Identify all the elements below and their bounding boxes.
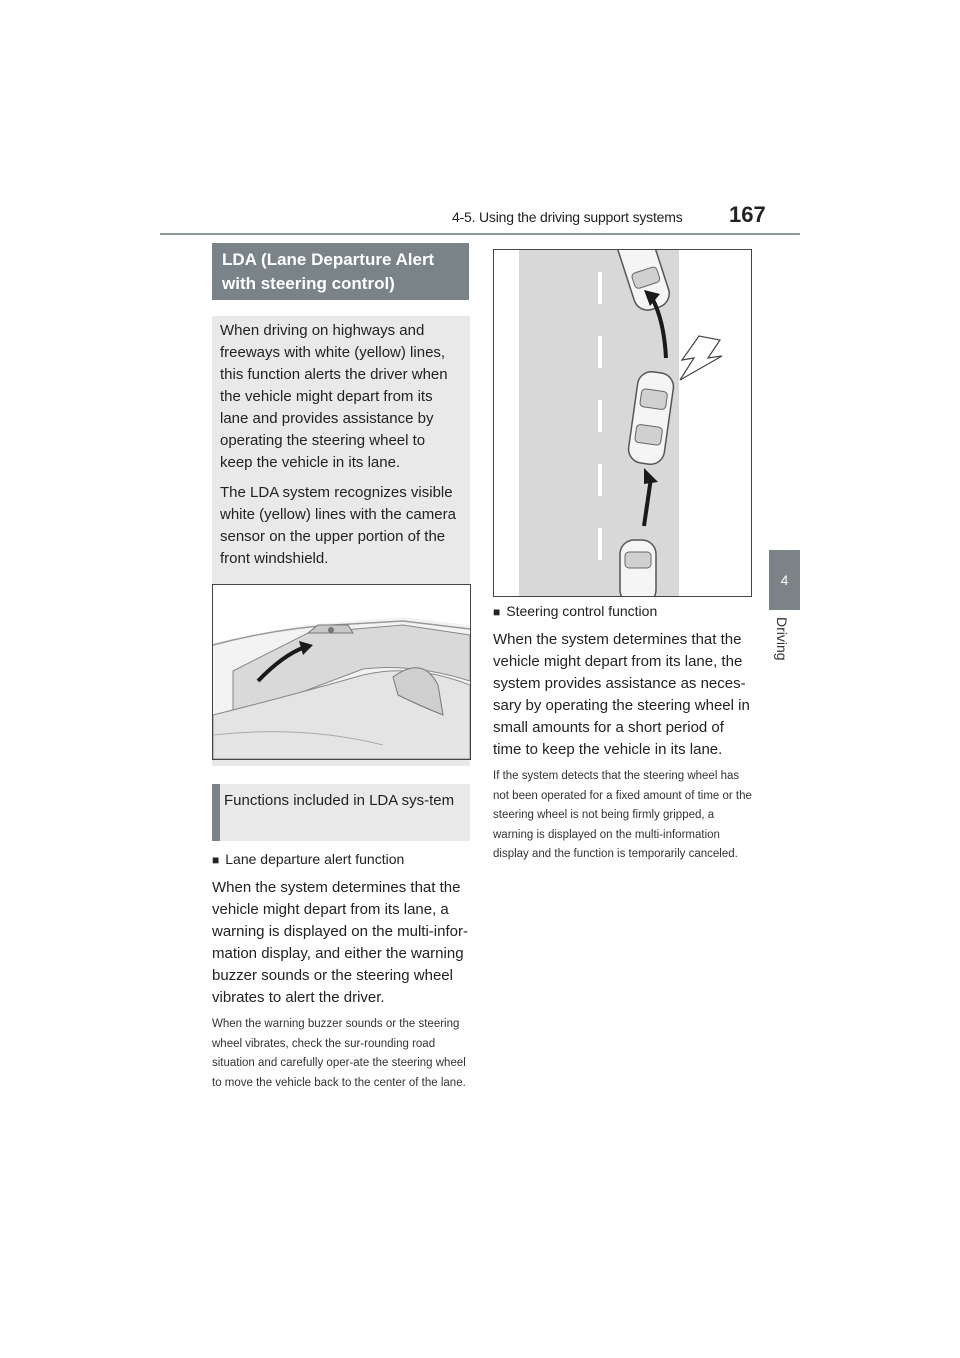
bullet-square-icon: ■ [493,605,501,619]
lane-departure-body: When the system determines that the vehicle might depart from its lane, a warning is displayed on the multi-infor-mation display, and either the warning buzzer sounds or the steering wheel vibrates to alert the driver. [212,879,468,1006]
functions-heading: Functions included in LDA sys-tem [212,784,470,841]
steering-control-note: If the system detects that the steering wheel has not been operated for a fixed amount of time or the steering wheel is not being firmly gripped, a warning is displayed on the multi-information display and the function is temporarily canceled. [493,770,752,860]
road-drawing [494,250,751,596]
lane-departure-note: When the warning buzzer sounds or the steering wheel vibrates, check the sur-rounding road situation and carefully oper-ate the steering wheel to move the vehicle back to the center of the lane. [212,1018,466,1089]
car-interior-drawing [213,585,470,759]
bullet-square-icon: ■ [212,853,220,867]
section-title: 4-5. Using the driving support systems [452,209,683,225]
page-number: 167 [729,202,766,227]
intro-paragraph-2: The LDA system recognizes visible white (yellow) lines with the camera sensor on the upper portion of the front windshield. [220,484,456,567]
car-bottom-icon [620,540,656,596]
header-rule [160,233,800,235]
steering-control-title: Steering control function [506,603,658,619]
lane-departure-subheading [212,851,404,867]
steering-control-body: When the system determines that the vehicle might depart from its lane, the system provides assistance as neces-sary by operating the steering wheel in small amounts for a short period of time to keep the vehicle in its lane. [493,631,750,758]
lda-heading: LDA (Lane Departure Alert with steering control) [212,243,469,300]
chapter-number: 4 [780,572,789,588]
lane-departure-title: Lane departure alert function [225,851,405,867]
chapter-label: Driving [774,617,790,661]
intro-paragraph-1: When driving on highways and freeways with white (yellow) lines, this function alerts the driver when the vehicle might depart from its lane and provides assistance by operating the steering wheel to keep the vehicle in its lane. [220,322,448,471]
steering-control-subheading [493,603,657,619]
lane-departure-road-illustration [493,249,752,597]
windshield-camera-illustration [212,584,471,760]
